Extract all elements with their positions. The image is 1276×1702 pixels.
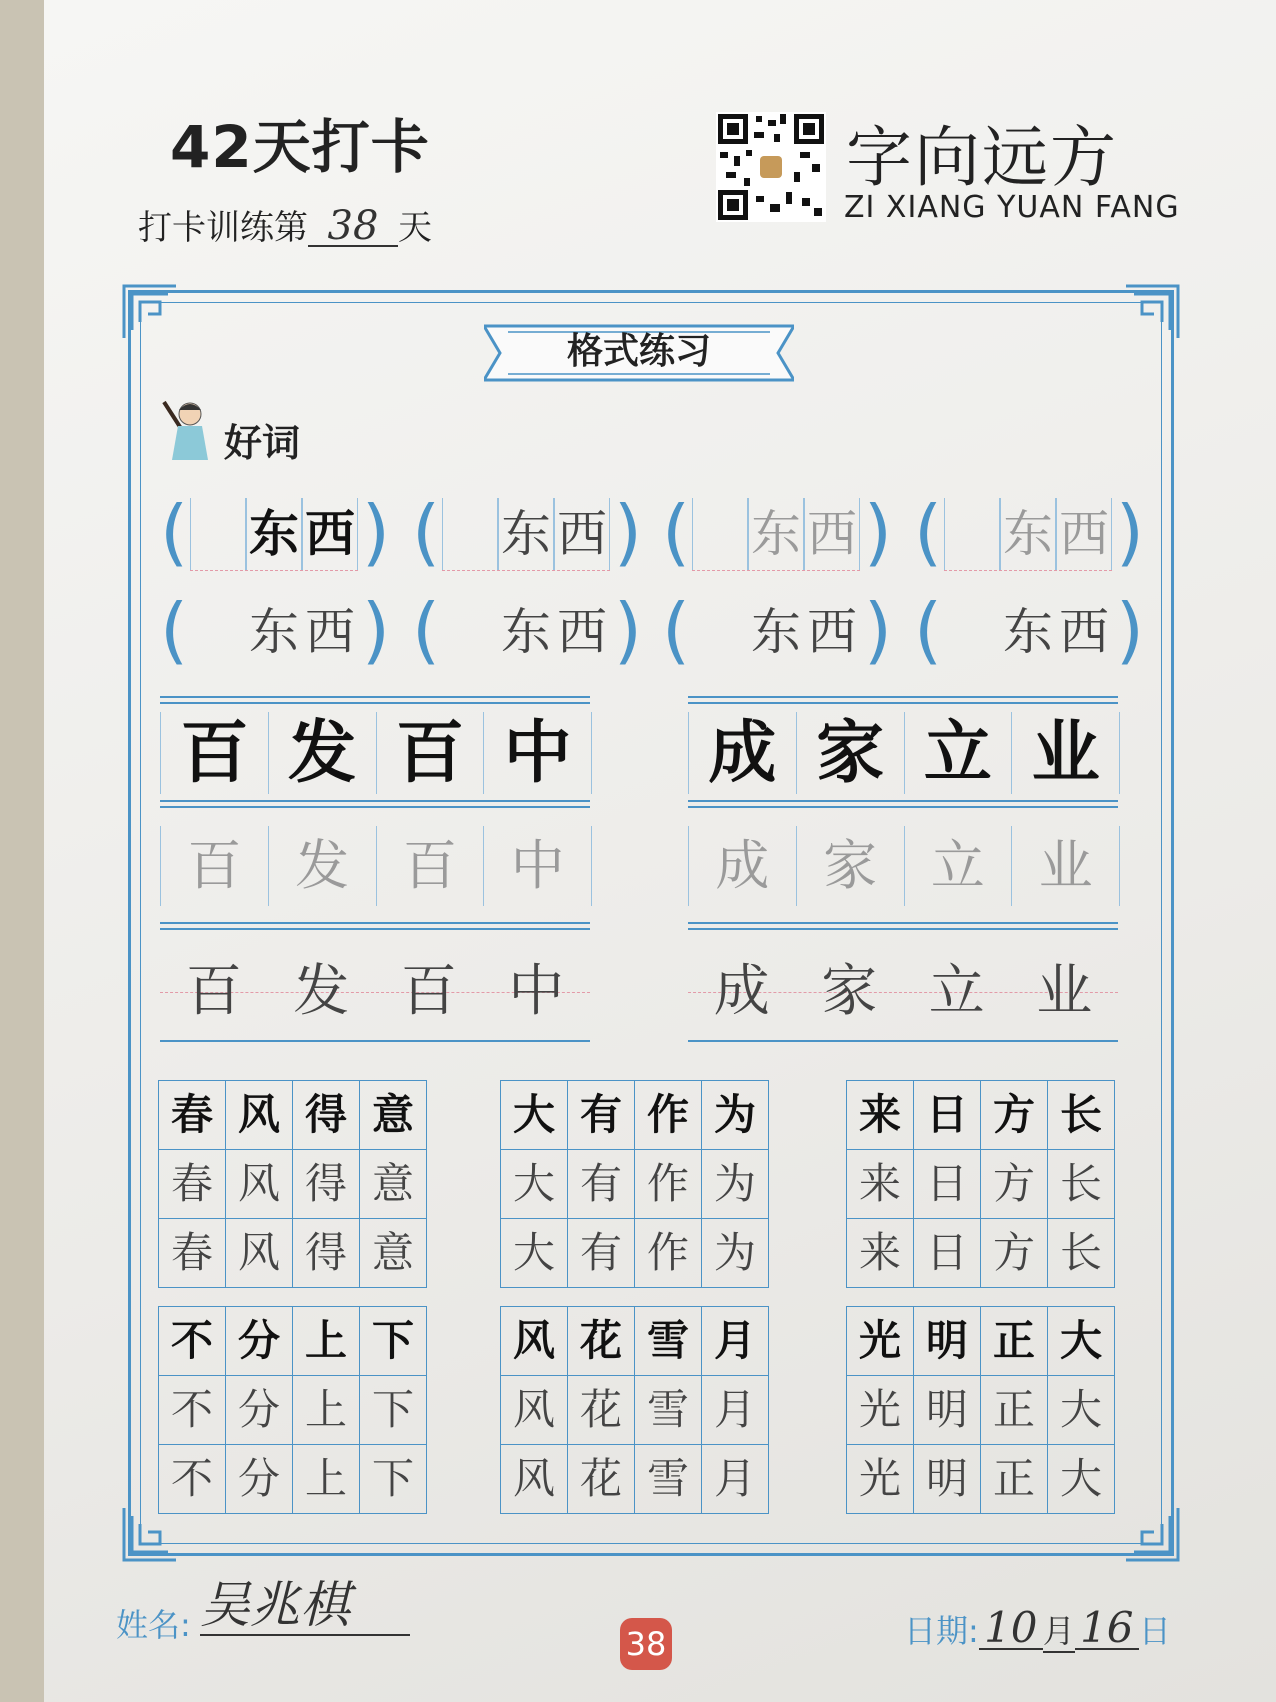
idiom-faint-row: 成 家 立 业 (688, 826, 1120, 906)
day-char: 日 (1138, 1612, 1171, 1650)
word-pair-traced: ( 东 西 ) (412, 490, 642, 574)
idiom-model-row: 成 家 立 业 (688, 712, 1120, 794)
practice-grid: 光 明 正 大 光 明 正 大 光 明 正 大 (846, 1306, 1115, 1514)
practice-grid: 春 风 得 意 春 风 得 意 春 风 得 意 (158, 1080, 427, 1288)
idiom-handwritten-row: 百 发 百 中 (185, 959, 565, 1024)
day-counter-line (138, 200, 432, 249)
idiom-block-left (160, 696, 590, 1056)
section-label: 好词 (224, 421, 301, 465)
word-pair-handwritten: ( 东 西 ) (662, 588, 892, 672)
name-label: 姓名: (116, 1606, 191, 1644)
word-pair-model: ( 东 西 ) (160, 490, 390, 574)
word-pair-faint: ( 东 西 ) (914, 490, 1144, 574)
month-char: 月 (1043, 1611, 1075, 1653)
idiom-model-row: 百 发 百 中 (160, 712, 592, 794)
idiom-faint-row: 百 发 百 中 (160, 826, 592, 906)
pair-char (190, 498, 246, 570)
corner-ornament-icon (1122, 1504, 1182, 1564)
banner-title: 格式练习 (566, 331, 711, 372)
brand-logo-english: ZI XIANG YUAN FANG (844, 190, 1180, 225)
date-label: 日期: (904, 1612, 979, 1650)
practice-grid: 不 分 上 下 不 分 上 下 不 分 上 下 (158, 1306, 427, 1514)
word-pair-handwritten: ( 东 西 ) (914, 588, 1144, 672)
word-pair-faint: ( 东 西 ) (662, 490, 892, 574)
brand-logo-chinese: 字向远方 (846, 119, 1118, 196)
idiom-block-right (688, 696, 1118, 1056)
date-line (904, 1603, 1171, 1653)
idiom-handwritten-row: 成 家 立 业 (713, 959, 1093, 1024)
day-prefix: 打卡训练第 (138, 208, 308, 248)
date-month: 10 (979, 1608, 1043, 1650)
calligrapher-mascot-icon (160, 398, 220, 464)
corner-ornament-icon (1122, 282, 1182, 342)
corner-ornament-icon (120, 282, 180, 342)
name-value: 吴兆棋 (200, 1576, 410, 1636)
page-number-badge: 38 (620, 1618, 672, 1670)
date-day: 16 (1075, 1608, 1139, 1650)
practice-grid: 风 花 雪 月 风 花 雪 月 风 花 雪 月 (500, 1306, 769, 1514)
qr-code-icon (716, 112, 826, 222)
day-suffix: 天 (398, 208, 432, 248)
day-value: 38 (308, 207, 398, 247)
practice-grid: 大 有 作 为 大 有 作 为 大 有 作 为 (500, 1080, 769, 1288)
page-title: 42天打卡 (170, 113, 430, 181)
practice-grid: 来 日 方 长 来 日 方 长 来 日 方 长 (846, 1080, 1115, 1288)
word-pair-handwritten: ( 东 西 ) (160, 588, 390, 672)
word-pair-handwritten: ( 东 西 ) (412, 588, 642, 672)
